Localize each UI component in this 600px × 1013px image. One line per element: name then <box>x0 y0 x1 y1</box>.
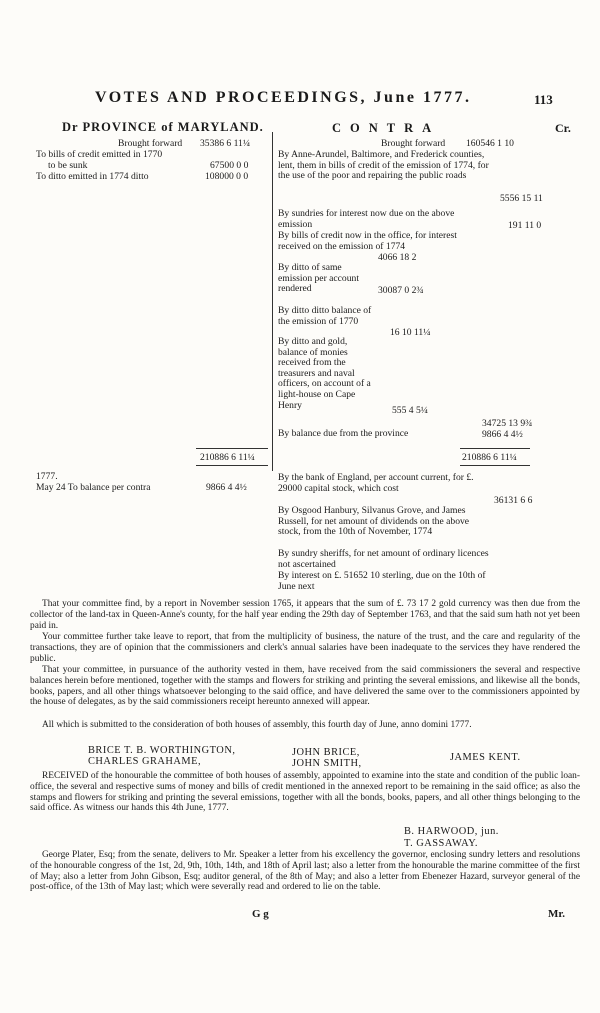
left-entry-1a: To bills of credit emitted in 1770 <box>36 149 163 160</box>
right-entry-6-amount: 555 4 5¼ <box>392 405 428 416</box>
right-entry-f2: By Osgood Hanbury, Silvanus Grove, and James Russell, for net amount of dividends on the above stock, from the 10th of November, 1774 <box>278 505 470 538</box>
right-entry-1: By Anne-Arundel, Baltimore, and Frederick counties, lent, them in bills of credit of the emission of 1774, for the use of the poor and repairing the public roads <box>278 149 489 182</box>
left-balance-line: May 24 To balance per contra <box>36 482 151 493</box>
right-balance-label: By balance due from the province <box>278 428 409 439</box>
left-year: 1777. <box>36 471 58 482</box>
right-rule-bottom <box>460 465 530 466</box>
left-rule-top <box>196 448 268 449</box>
left-entry-1-amount: 67500 0 0 <box>210 160 249 171</box>
left-rule-bottom <box>196 465 268 466</box>
signature-brice: JOHN BRICE, <box>292 747 360 758</box>
running-header: VOTES AND PROCEEDINGS, June 1777. <box>95 89 472 106</box>
right-entry-2-amount: 191 11 0 <box>508 220 542 231</box>
right-subtotal: 34725 13 9¾ <box>482 418 533 429</box>
credit-label: Cr. <box>555 121 571 135</box>
column-divider <box>272 132 273 471</box>
right-brought-forward-label: Brought forward <box>381 138 446 149</box>
left-entry-1b: to be sunk <box>48 160 88 171</box>
left-entry-2: To ditto emitted in 1774 ditto <box>36 171 149 182</box>
report-paragraph-4: All which is submitted to the consideration of both houses of assembly, this fourth day of June, anno domini 1777. <box>42 720 472 730</box>
right-total: 210886 6 11¼ <box>462 452 517 463</box>
receipt-signature-harwood: B. HARWOOD, jun. <box>404 826 499 837</box>
left-total: 210886 6 11¼ <box>200 452 255 463</box>
right-entry-4-amount: 30087 0 2¾ <box>378 285 424 296</box>
right-entry-4: By ditto of same emission per account rendered <box>278 262 359 295</box>
right-entry-6: By ditto and gold, balance of monies received from the treasurers and naval officers, on account of a light-house on Cape Henry <box>278 336 371 411</box>
debit-heading: Dr PROVINCE of MARYLAND. <box>62 120 264 134</box>
right-brought-forward-amount: 160546 1 10 <box>466 138 514 149</box>
right-entry-3-amount: 4066 18 2 <box>378 252 417 263</box>
report-paragraph-1: That your committee find, by a report in November session 1765, it appears that the sum of £. 73 17 2 gold currency was then due from the collector of the land-tax in Queen-Anne's county, for the half year ending the 29th day of September 1763, and that the said sum hath not yet been paid in. <box>30 599 580 631</box>
page-number: 113 <box>534 92 553 107</box>
signature-kent: JAMES KENT. <box>450 752 521 763</box>
catchword: Mr. <box>548 908 566 920</box>
right-entry-f4: By interest on £. 51652 10 sterling, due on the 10th of June next <box>278 570 486 592</box>
right-entry-f3: By sundry sheriffs, for net amount of ordinary licences not ascertained <box>278 548 489 570</box>
receipt-signature-gassaway: T. GASSAWAY. <box>404 838 478 849</box>
right-entry-f1: By the bank of England, per account current, for £. 29000 capital stock, which cost <box>278 472 474 494</box>
signature-smith: JOHN SMITH, <box>292 758 362 769</box>
left-balance-amount: 9866 4 4½ <box>206 482 247 493</box>
signature-mark: G g <box>252 908 269 920</box>
signature-worthington: BRICE T. B. WORTHINGTON, <box>88 745 236 756</box>
right-entry-5: By ditto ditto balance of the emission of 1770 <box>278 305 372 327</box>
report-paragraph-3: That your committee, in pursuance of the authority vested in them, have received from the said commissioners the several and respective balances herein before mentioned, together with the stamps and flowers for striking and printing the several emissions, and likewise all the bonds, books, papers, and all other things whatsoever belonging to the said office, and have delivered the same over to the commissioners appointed by the house of delegates, as by the said commissioners receipt hereunto annexed will appear. <box>30 665 580 708</box>
report-paragraph-2: Your committee further take leave to report, that from the multiplicity of business, the nature of the trust, and the care and regularity of the transactions, they are of opinion that the commissioners and clerk's annual salaries have been inadequate to the services they have rendered the public. <box>30 632 580 664</box>
contra-heading: CONTRA <box>332 121 441 135</box>
left-brought-forward-label: Brought forward <box>118 138 183 149</box>
left-brought-forward-amount: 35386 6 11¼ <box>200 138 251 149</box>
right-entry-f1-amount: 36131 6 6 <box>494 495 533 506</box>
closing-paragraph: George Plater, Esq; from the senate, delivers to Mr. Speaker a letter from his excellency the governor, enclosing sundry letters and resolutions of the honourable congress of the 1st, 2d, 9th, 10th, 14th, and 18th of April last; also a letter from the honourable the marine committee of the first of May; also a letter from John Gibson, Esq; auditor general, of the 8th of May; and also a letter from Ebenezer Hazard, surveyor general of the post-office, of the 13th of May last; which were severally read and ordered to lie on the table. <box>30 850 580 893</box>
right-entry-2: By sundries for interest now due on the above emission <box>278 208 455 230</box>
right-entry-3: By bills of credit now in the office, for interest received on the emission of 1774 <box>278 230 457 252</box>
right-entry-5-amount: 16 10 11¼ <box>390 327 431 338</box>
left-entry-2-amount: 108000 0 0 <box>205 171 249 182</box>
right-balance-amount: 9866 4 4½ <box>482 429 523 440</box>
right-rule-top <box>460 448 530 449</box>
right-entry-1-amount: 5556 15 11 <box>500 193 543 204</box>
signature-grahame: CHARLES GRAHAME, <box>88 756 202 767</box>
receipt-paragraph: RECEIVED of the honourable the committee of both houses of assembly, appointed to examine into the state and condition of the public loan-office, the several and respective sums of money and bills of credit mentioned in the annexed report to be remaining in the said office; as also the stamps and flowers for striking and printing the several emissions, together with all the bonds, books, papers, and all other things belonging to the said office. As witness our hands this 4th June, 1777. <box>30 771 580 814</box>
